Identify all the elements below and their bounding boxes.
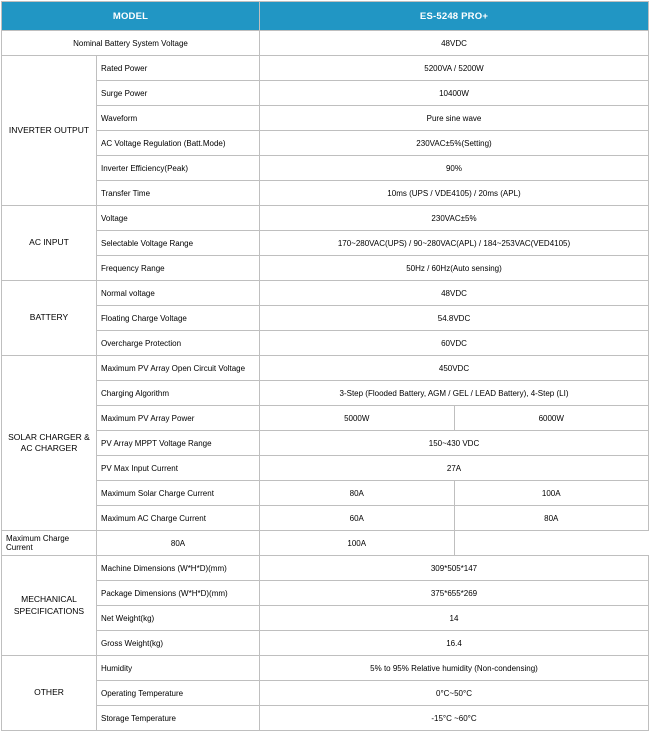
- row-value: -15°C ~60°C: [260, 706, 649, 731]
- row-param-label: Operating Temperature: [97, 681, 260, 706]
- row-param-label: Net Weight(kg): [97, 606, 260, 631]
- row-value: 309*505*147: [260, 556, 649, 581]
- row-value: 90%: [260, 156, 649, 181]
- table-row: [2, 256, 649, 281]
- row-param-label: Overcharge Protection: [97, 331, 260, 356]
- row-value: 48VDC: [260, 31, 649, 56]
- row-param-label: Charging Algorithm: [97, 381, 260, 406]
- row-param-label: Rated Power: [97, 56, 260, 81]
- table-header: [2, 2, 649, 31]
- row-param-label: Maximum AC Charge Current: [97, 506, 260, 531]
- row-value: 5200VA / 5200W: [260, 56, 649, 81]
- row-group-label: MECHANICAL SPECIFICATIONS: [2, 556, 97, 656]
- row-param-label: Maximum Charge Current: [2, 531, 97, 556]
- table-row: [2, 131, 649, 156]
- row-value: 100A: [454, 481, 649, 506]
- row-value: 54.8VDC: [260, 306, 649, 331]
- row-value: 375*655*269: [260, 581, 649, 606]
- row-param-label: Frequency Range: [97, 256, 260, 281]
- row-group-label: AC INPUT: [2, 206, 97, 281]
- row-value: 170~280VAC(UPS) / 90~280VAC(APL) / 184~253VAC(VED4105): [260, 231, 649, 256]
- table-row: [2, 431, 649, 456]
- row-param-label: Machine Dimensions (W*H*D)(mm): [97, 556, 260, 581]
- table-row: [2, 631, 649, 656]
- row-value: 0°C~50°C: [260, 681, 649, 706]
- row-param-label: PV Array MPPT Voltage Range: [97, 431, 260, 456]
- row-value: 14: [260, 606, 649, 631]
- row-value: 16.4: [260, 631, 649, 656]
- row-param-label: Package Dimensions (W*H*D)(mm): [97, 581, 260, 606]
- row-value: 450VDC: [260, 356, 649, 381]
- header-product-model: ES-5248 PRO+: [260, 2, 649, 31]
- table-row: [2, 56, 649, 81]
- table-row: [2, 606, 649, 631]
- table-row: [2, 456, 649, 481]
- row-group-label: BATTERY: [2, 281, 97, 356]
- row-value: 5000W: [260, 406, 455, 431]
- row-param-label: Nominal Battery System Voltage: [2, 31, 260, 56]
- row-param-label: Voltage: [97, 206, 260, 231]
- table-row: [2, 506, 649, 531]
- row-value: 10400W: [260, 81, 649, 106]
- table-row: [2, 556, 649, 581]
- table-row: [2, 531, 649, 556]
- row-param-label: Maximum PV Array Power: [97, 406, 260, 431]
- row-param-label: Inverter Efficiency(Peak): [97, 156, 260, 181]
- table-row: [2, 331, 649, 356]
- row-value: 230VAC±5%: [260, 206, 649, 231]
- row-param-label: Maximum Solar Charge Current: [97, 481, 260, 506]
- table-header-row: [2, 2, 649, 31]
- row-value: 10ms (UPS / VDE4105) / 20ms (APL): [260, 181, 649, 206]
- row-value: 27A: [260, 456, 649, 481]
- header-model: MODEL: [2, 2, 260, 31]
- row-value: 60A: [260, 506, 455, 531]
- table-row: [2, 206, 649, 231]
- table-body: [2, 31, 649, 731]
- row-value: 48VDC: [260, 281, 649, 306]
- row-group-label: SOLAR CHARGER & AC CHARGER: [2, 356, 97, 531]
- row-param-label: Selectable Voltage Range: [97, 231, 260, 256]
- row-value: 6000W: [454, 406, 649, 431]
- row-param-label: Storage Temperature: [97, 706, 260, 731]
- specification-table: [1, 1, 649, 731]
- row-param-label: Maximum PV Array Open Circuit Voltage: [97, 356, 260, 381]
- table-row: [2, 356, 649, 381]
- table-row: [2, 306, 649, 331]
- row-value: 80A: [97, 531, 260, 556]
- row-value: 100A: [260, 531, 455, 556]
- row-value: Pure sine wave: [260, 106, 649, 131]
- row-param-label: Floating Charge Voltage: [97, 306, 260, 331]
- row-value: 230VAC±5%(Setting): [260, 131, 649, 156]
- row-param-label: Normal voltage: [97, 281, 260, 306]
- table-row: [2, 406, 649, 431]
- row-value: 150~430 VDC: [260, 431, 649, 456]
- row-param-label: Transfer Time: [97, 181, 260, 206]
- table-row: [2, 181, 649, 206]
- row-value: 50Hz / 60Hz(Auto sensing): [260, 256, 649, 281]
- table-row: [2, 106, 649, 131]
- table-row: [2, 581, 649, 606]
- table-row: [2, 231, 649, 256]
- row-param-label: Humidity: [97, 656, 260, 681]
- row-param-label: Surge Power: [97, 81, 260, 106]
- table-row: [2, 31, 649, 56]
- row-param-label: Gross Weight(kg): [97, 631, 260, 656]
- row-param-label: Waveform: [97, 106, 260, 131]
- table-row: [2, 156, 649, 181]
- row-param-label: PV Max Input Current: [97, 456, 260, 481]
- table-row: [2, 381, 649, 406]
- row-value: 3-Step (Flooded Battery, AGM / GEL / LEAD Battery), 4-Step (LI): [260, 381, 649, 406]
- row-group-label: INVERTER OUTPUT: [2, 56, 97, 206]
- table-row: [2, 481, 649, 506]
- row-value: 5% to 95% Relative humidity (Non-condensing): [260, 656, 649, 681]
- row-param-label: AC Voltage Regulation (Batt.Mode): [97, 131, 260, 156]
- table-row: [2, 656, 649, 681]
- table-row: [2, 706, 649, 731]
- table-row: [2, 281, 649, 306]
- row-value: 80A: [260, 481, 455, 506]
- row-group-label: OTHER: [2, 656, 97, 731]
- row-value: 80A: [454, 506, 649, 531]
- table-row: [2, 81, 649, 106]
- row-value: 60VDC: [260, 331, 649, 356]
